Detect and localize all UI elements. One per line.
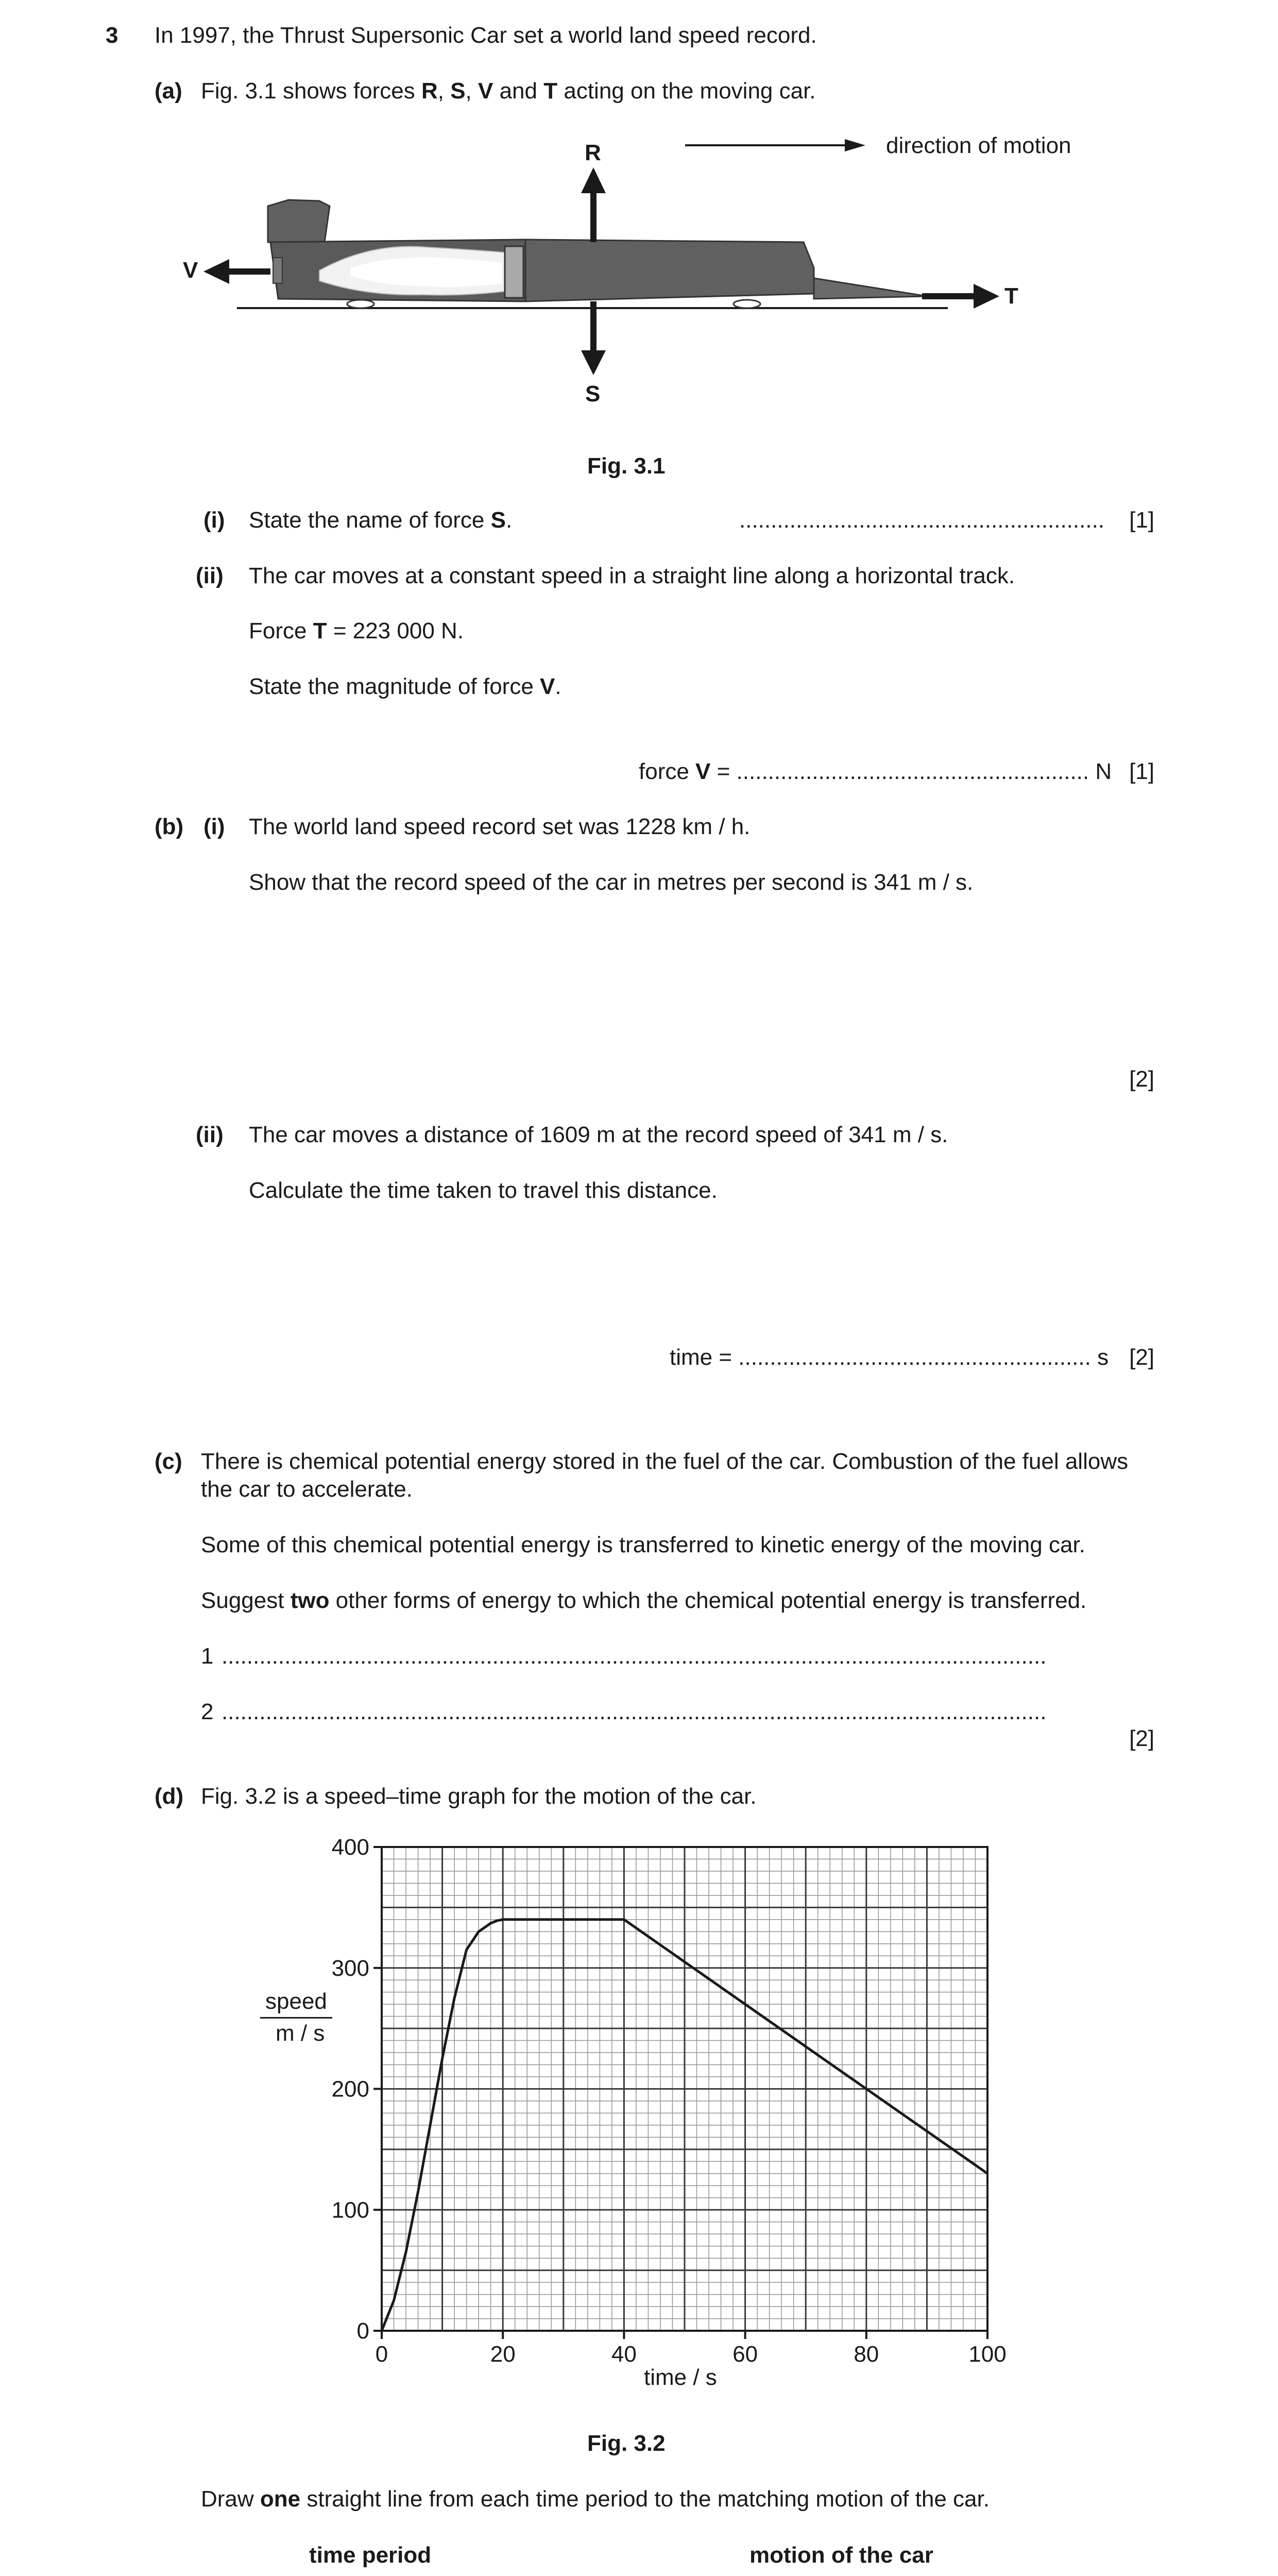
part-c-suggest: Suggest two other forms of energy to which the chemical potential energy is transferred. xyxy=(201,1588,1087,1613)
x-tick-label: 100 xyxy=(968,2342,1007,2367)
y-tick-label: 200 xyxy=(331,2076,369,2102)
part-a-ii-marks: [1] xyxy=(1129,759,1154,784)
direction-of-motion-label: direction of motion xyxy=(886,133,1071,158)
force-r-label: R xyxy=(585,140,601,165)
part-b-i-label: (i) xyxy=(203,814,225,839)
y-tick-label: 400 xyxy=(331,1835,369,1860)
part-b-i-text: The world land speed record set was 1228 km / h. xyxy=(249,814,751,839)
part-a-ii-answer-line[interactable]: force V = ........................................................ N xyxy=(639,759,1112,784)
fig-3-1-caption: Fig. 3.1 xyxy=(587,453,666,479)
part-c-marks: [2] xyxy=(1129,1726,1154,1751)
y-axis-label-divider xyxy=(260,2017,332,2019)
part-c-answer-2-number: 2 xyxy=(201,1699,214,1724)
x-tick-label: 60 xyxy=(732,2342,758,2367)
part-a-i-text: State the name of force S. xyxy=(249,507,513,533)
part-a-i-answer-line[interactable]: .......................................................... xyxy=(739,507,1105,533)
y-axis-label-bottom: m / s xyxy=(276,2021,325,2046)
y-tick-label: 0 xyxy=(356,2318,369,2344)
part-a-ii-state: State the magnitude of force V. xyxy=(249,674,561,699)
fig-3-2-caption: Fig. 3.2 xyxy=(587,2431,666,2456)
force-v-label: V xyxy=(183,258,198,283)
force-s-label: S xyxy=(585,381,601,406)
part-a-ii-label: (ii) xyxy=(196,563,224,588)
part-b-i-marks: [2] xyxy=(1129,1066,1154,1092)
force-t-label: T xyxy=(1004,283,1018,309)
y-tick-label: 300 xyxy=(331,1955,369,1981)
part-c-text-line1: There is chemical potential energy stored in the fuel of the car. Combustion of the fuel allows xyxy=(201,1449,1129,1474)
col-header-time-period: time period xyxy=(309,2543,432,2568)
part-d-instruction: Draw one straight line from each time period to the matching motion of the car. xyxy=(201,2486,990,2512)
question-number: 3 xyxy=(106,23,118,48)
part-b-ii-marks: [2] xyxy=(1129,1345,1154,1370)
part-a-i-label: (i) xyxy=(203,507,225,533)
x-tick-label: 0 xyxy=(375,2342,388,2367)
part-c-answer-2-line[interactable]: ................................................................................................................................... xyxy=(221,1699,1047,1724)
part-b-ii-label: (ii) xyxy=(196,1122,224,1147)
part-a-i-marks: [1] xyxy=(1129,507,1154,533)
x-tick-label: 20 xyxy=(490,2342,516,2367)
chart-ticks xyxy=(373,1847,987,2339)
y-tick-label: 100 xyxy=(331,2197,369,2223)
col-header-motion: motion of the car xyxy=(749,2543,933,2568)
x-tick-label: 80 xyxy=(854,2342,879,2367)
part-c-answer-1-number: 1 xyxy=(201,1643,214,1669)
part-c-text2: Some of this chemical potential energy is transferred to kinetic energy of the moving car. xyxy=(201,1532,1085,1557)
x-tick-label: 40 xyxy=(611,2342,637,2367)
part-c-text-line2: the car to accelerate. xyxy=(201,1477,413,1502)
x-axis-label: time / s xyxy=(644,2365,717,2390)
question-intro: In 1997, the Thrust Supersonic Car set a world land speed record. xyxy=(155,23,817,48)
part-d-label: (d) xyxy=(155,1784,184,1809)
part-c-label: (c) xyxy=(155,1449,182,1474)
part-b-ii-answer-line[interactable]: time = ........................................................ s xyxy=(670,1345,1109,1370)
part-a-ii-text: The car moves at a constant speed in a straight line along a horizontal track. xyxy=(249,563,1015,588)
part-a-stem: Fig. 3.1 shows forces R, S, V and T acting on the moving car. xyxy=(201,78,816,104)
part-a-label: (a) xyxy=(155,78,182,104)
part-b-i-text2: Show that the record speed of the car in metres per second is 341 m / s. xyxy=(249,870,974,895)
y-axis-label-top: speed xyxy=(265,1989,327,2014)
part-c-answer-1-line[interactable]: ................................................................................................................................... xyxy=(221,1643,1047,1669)
part-d-text: Fig. 3.2 is a speed–time graph for the motion of the car. xyxy=(201,1784,757,1809)
part-a-ii-force-t: Force T = 223 000 N. xyxy=(249,618,464,643)
part-b-label: (b) xyxy=(155,814,184,839)
part-b-ii-text: The car moves a distance of 1609 m at the record speed of 341 m / s. xyxy=(249,1122,948,1147)
part-b-ii-text2: Calculate the time taken to travel this distance. xyxy=(249,1178,718,1203)
